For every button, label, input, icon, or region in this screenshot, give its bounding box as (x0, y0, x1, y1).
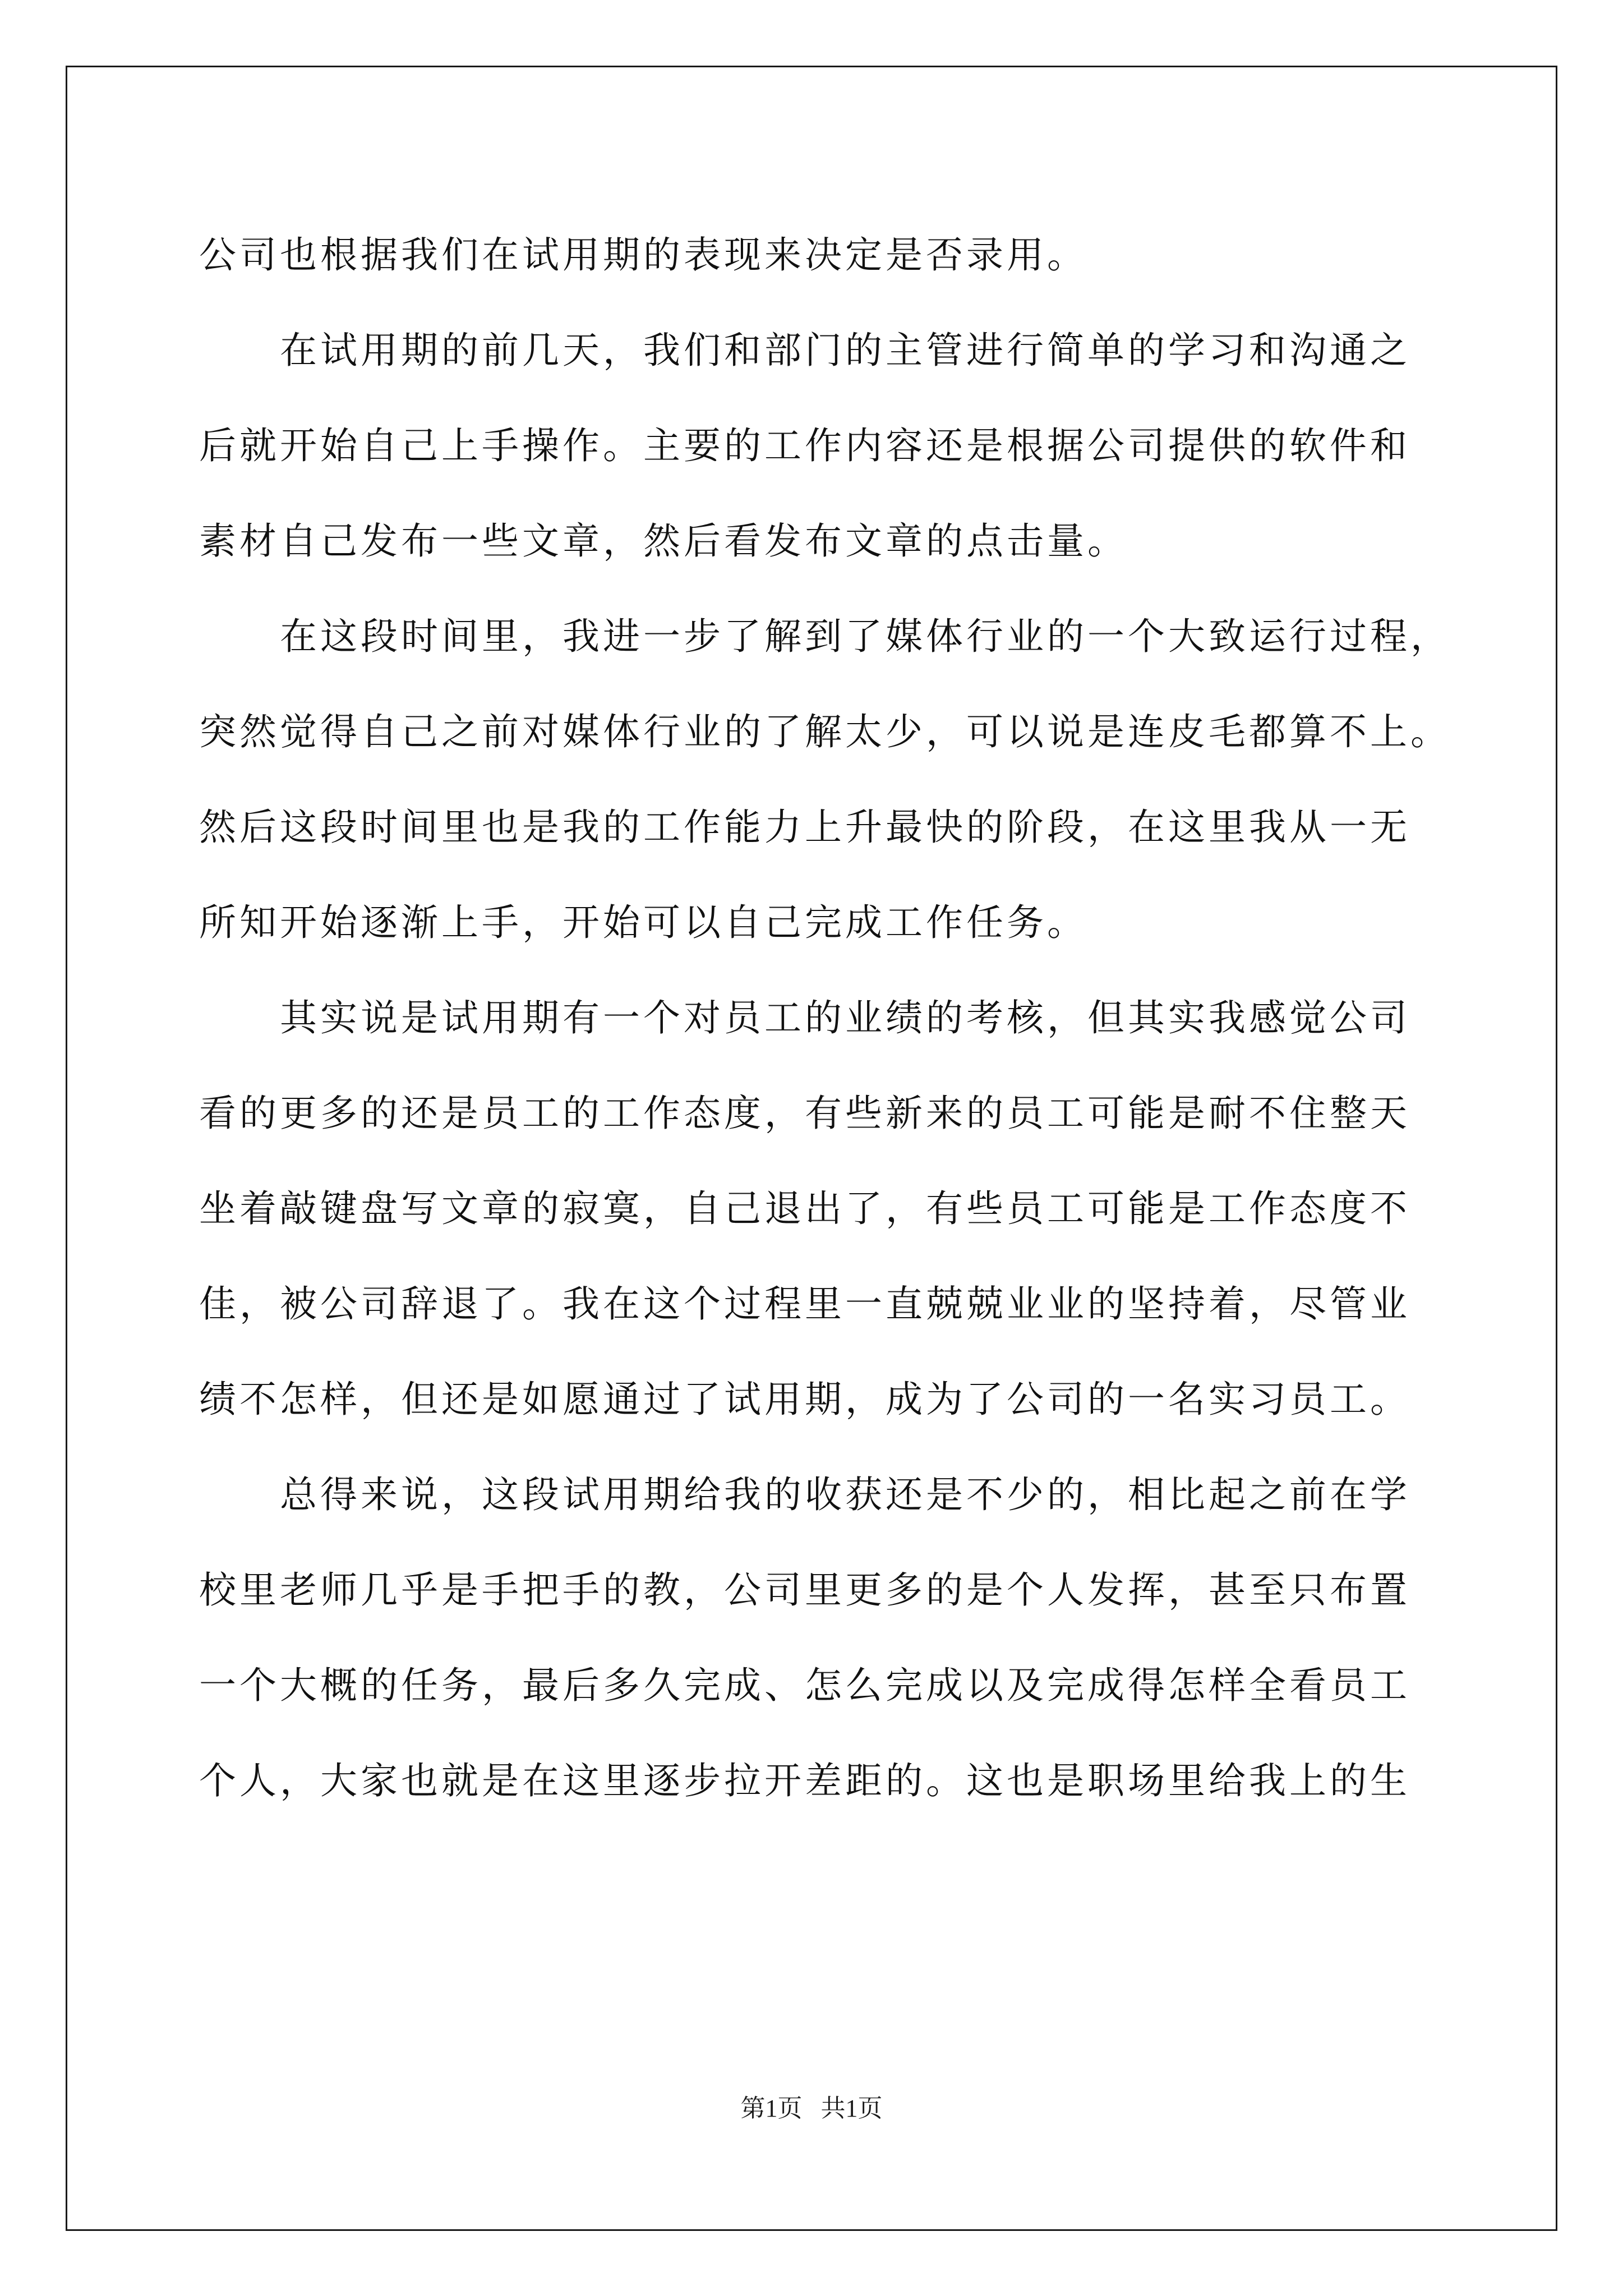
text-line: 突然觉得自己之前对媒体行业的了解太少，可以说是连皮毛都算不上。 (199, 710, 1451, 753)
page-footer: 第1页 共1页 (740, 2095, 883, 2122)
document-body (199, 208, 1451, 1829)
text-line: 后就开始自己上手操作。主要的工作内容还是根据公司提供的软件和 (199, 424, 1410, 467)
text-line: 一个大概的任务，最后多久完成、怎么完成以及完成得怎样全看员工 (199, 1664, 1410, 1707)
text-line: 绩不怎样，但还是如愿通过了试用期，成为了公司的一名实习员工。 (199, 1378, 1410, 1421)
text-line: 在这段时间里，我进一步了解到了媒体行业的一个大致运行过程， (280, 615, 1451, 658)
text-line: 公司也根据我们在试用期的表现来决定是否录用。 (199, 233, 1087, 277)
text-line: 个人，大家也就是在这里逐步拉开差距的。这也是职场里给我上的生 (199, 1759, 1410, 1802)
text-line: 素材自己发布一些文章，然后看发布文章的点击量。 (199, 519, 1128, 563)
text-line: 在试用期的前几天，我们和部门的主管进行简单的学习和沟通之 (280, 329, 1410, 372)
text-line: 总得来说，这段试用期给我的收获还是不少的，相比起之前在学 (280, 1473, 1410, 1516)
text-line: 然后这段时间里也是我的工作能力上升最快的阶段，在这里我从一无 (199, 806, 1410, 849)
text-line: 坐着敲键盘写文章的寂寞，自己退出了，有些员工可能是工作态度不 (199, 1187, 1410, 1230)
text-line: 校里老师几乎是手把手的教，公司里更多的是个人发挥，甚至只布置 (199, 1568, 1410, 1612)
text-line: 看的更多的还是员工的工作态度，有些新来的员工可能是耐不住整天 (199, 1092, 1410, 1135)
text-line: 其实说是试用期有一个对员工的业绩的考核，但其实我感觉公司 (280, 996, 1410, 1039)
text-line: 佳，被公司辞退了。我在这个过程里一直兢兢业业的坚持着，尽管业 (199, 1282, 1410, 1326)
text-line: 所知开始逐渐上手，开始可以自己完成工作任务。 (199, 901, 1087, 944)
